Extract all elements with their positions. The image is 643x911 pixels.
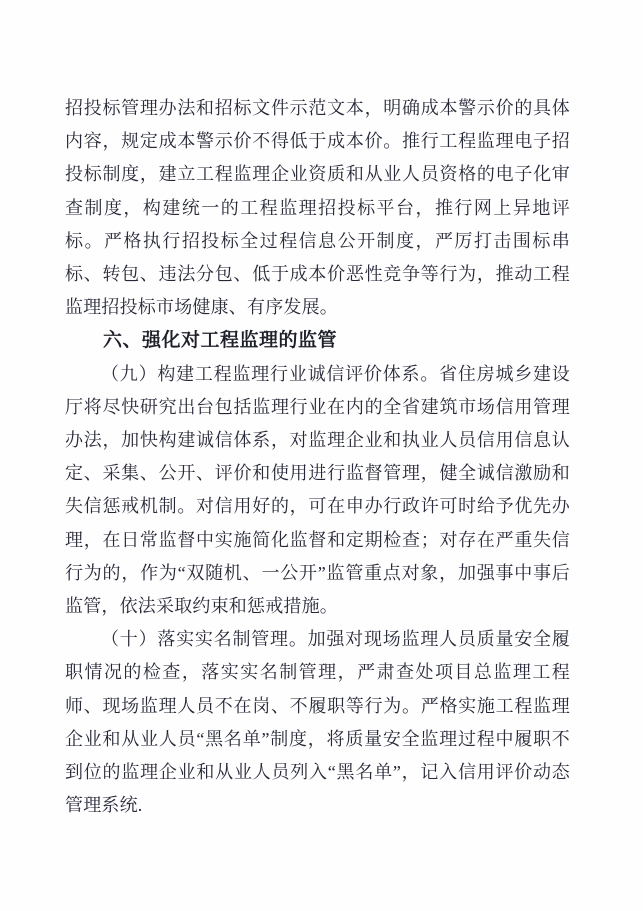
paragraph-clause-9: （九）构建工程监理行业诚信评价体系。省住房城乡建设厅将尽快研究出台包括监理行业在内的全省建筑市场信用管理办法，加快构建诚信体系，对监理企业和执业人员信用信息认定、采集、公开、评价和使用进行监督管理，健全诚信激励和失信惩戒机制。对信用好的，可在申办行政许可时给予优先办理，在日常监督中实施简化监督和定期检查；对存在严重失信行为的，作为“双随机、一公开”监管重点对象，加强事中事后监管，依法采取约束和惩戒措施。 <box>65 363 570 617</box>
paragraph-continued: 招投标管理办法和招标文件示范文本，明确成本警示价的具体内容，规定成本警示价不得低于成本价。推行工程监理电子招投标制度，建立工程监理企业资质和从业人员资格的电子化审查制度，构建统一的工程监理招投标平台，推行网上异地评标。严格执行招投标全过程信息公开制度，严厉打击围标串标、转包、违法分包、低于成本价恶性竞争等行为，推动工程监理招投标市场健康、有序发展。 <box>65 98 570 318</box>
section-heading: 六、强化对工程监理的监管 <box>103 330 338 352</box>
document-text-block <box>65 92 570 822</box>
paragraph-clause-10: （十）落实实名制管理。加强对现场监理人员质量安全履职情况的检查，落实实名制管理，严肃查处项目总监理工程师、现场监理人员不在岗、不履职等行为。严格实施工程监理企业和从业人员“黑名单”制度，将质量安全监理过程中履职不到位的监理企业和从业人员列入“黑名单”，记入信用评价动态管理系统. <box>65 629 570 816</box>
